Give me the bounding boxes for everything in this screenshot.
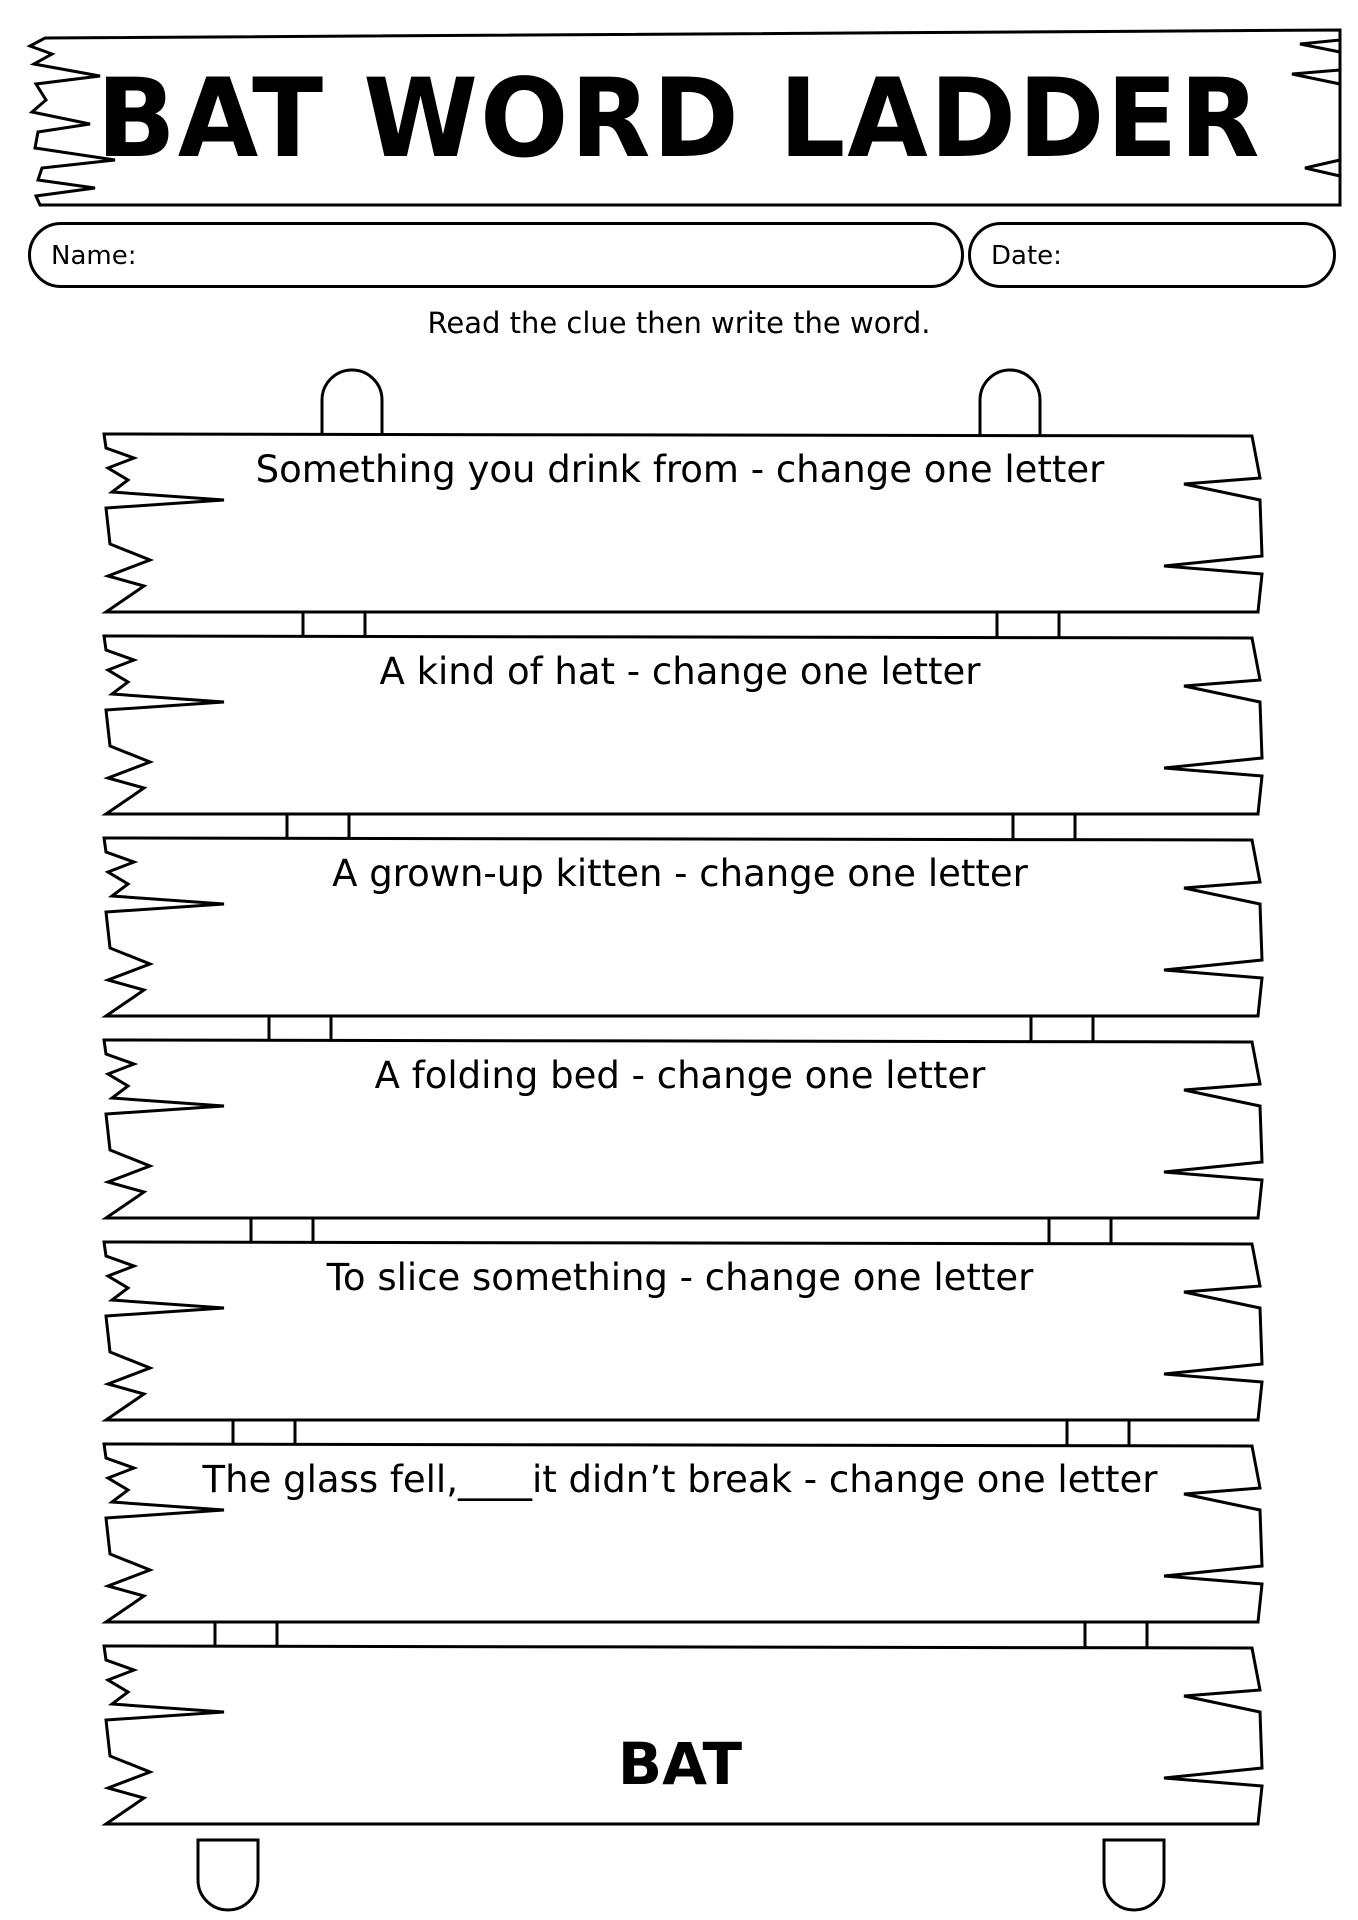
rail-gap-2-left — [287, 812, 349, 840]
rail-gap-5-left — [233, 1418, 295, 1446]
rung-clue-6: The glass fell,____it didn’t break - change one letter — [202, 1458, 1158, 1501]
rung-clue-2: A kind of hat - change one letter — [379, 650, 981, 693]
rail-gap-2-right — [1013, 812, 1075, 840]
instructions: Read the clue then write the word. — [427, 306, 931, 340]
rail-right-top — [980, 370, 1040, 436]
rail-gap-1-left — [303, 610, 365, 638]
start-word: BAT — [617, 1730, 743, 1798]
rail-gap-3-left — [269, 1014, 331, 1042]
name-label: Name: — [51, 241, 137, 271]
rung-clue-5: To slice something - change one letter — [326, 1256, 1034, 1299]
name-field[interactable] — [28, 222, 964, 288]
rail-gap-4-right — [1049, 1216, 1111, 1244]
rail-gap-6-right — [1085, 1620, 1147, 1648]
date-field[interactable] — [968, 222, 1336, 288]
rail-right-bottom — [1104, 1840, 1164, 1910]
rail-left-top — [322, 370, 382, 436]
rail-gap-3-right — [1031, 1014, 1093, 1042]
rung-clue-4: A folding bed - change one letter — [374, 1054, 986, 1097]
ladder-planks — [104, 434, 1262, 1824]
rung-clue-1: Something you drink from - change one letter — [255, 448, 1105, 491]
rail-gap-6-left — [215, 1620, 277, 1648]
date-label: Date: — [991, 241, 1062, 271]
rail-gap-5-right — [1067, 1418, 1129, 1446]
rail-gap-4-left — [251, 1216, 313, 1244]
rail-left-bottom — [198, 1840, 258, 1910]
worksheet-title: BAT WORD LADDER — [96, 53, 1262, 183]
rung-clue-3: A grown-up kitten - change one letter — [332, 852, 1028, 895]
rail-gap-1-right — [997, 610, 1059, 638]
